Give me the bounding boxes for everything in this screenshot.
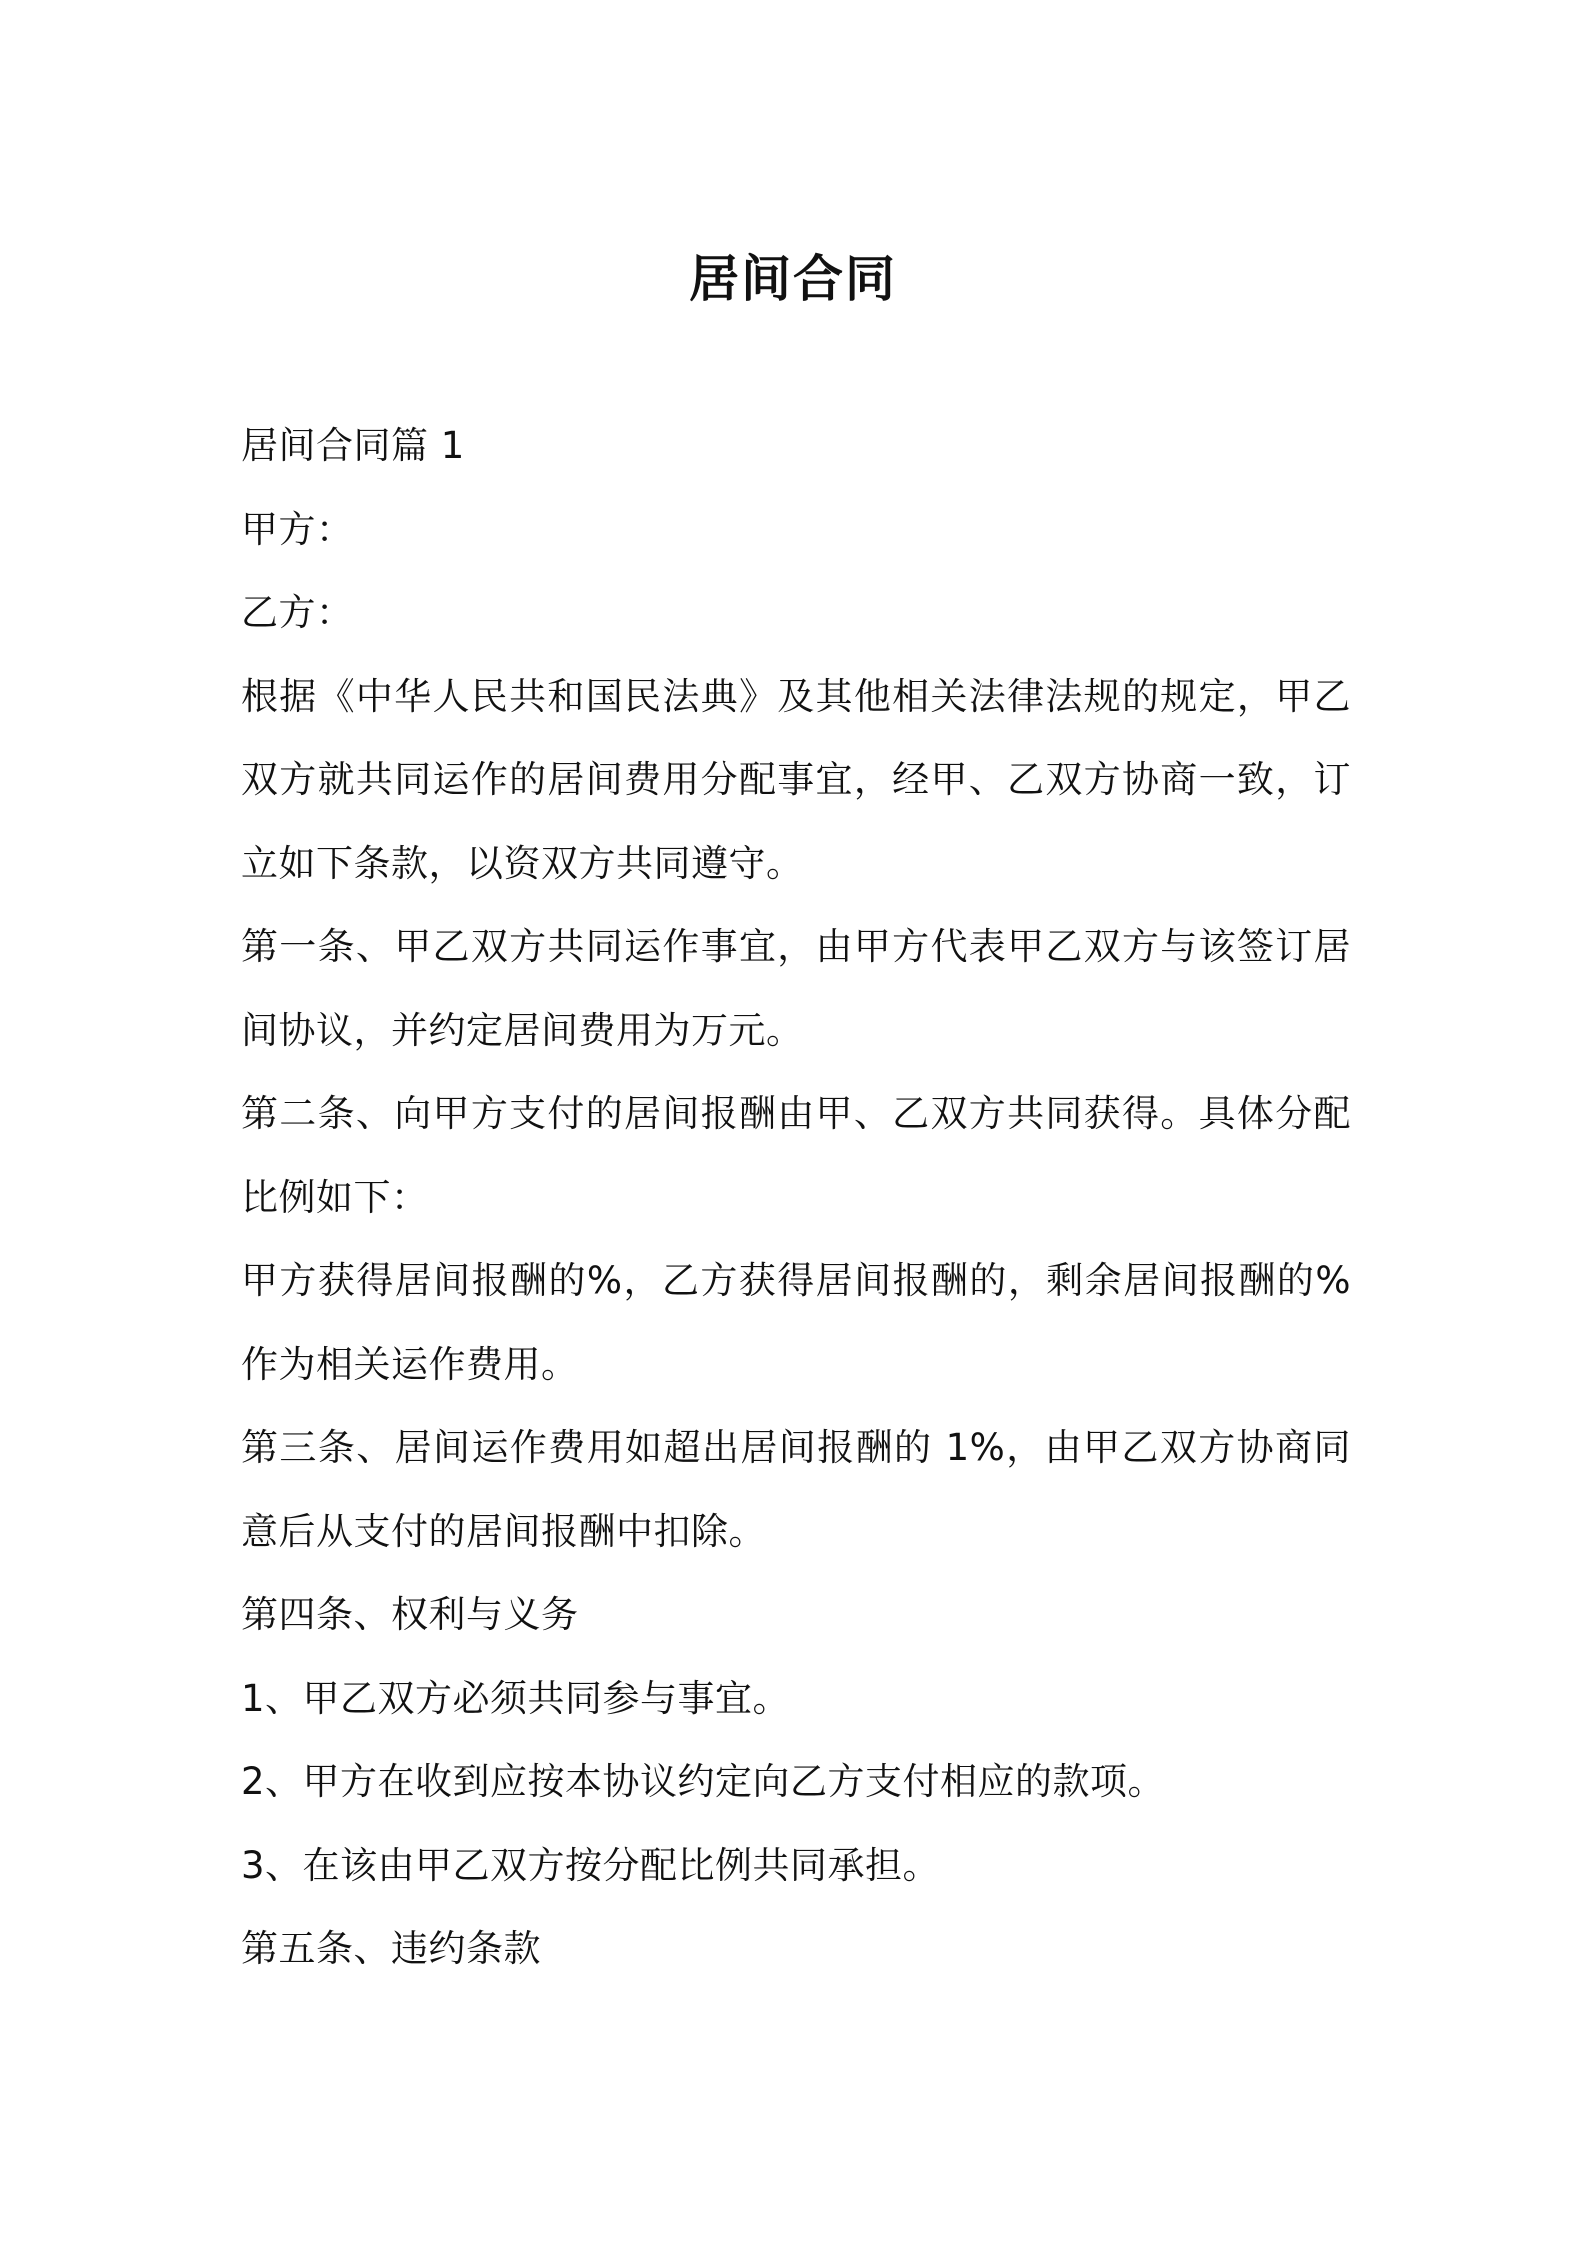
document-title: 居间合同: [689, 249, 897, 308]
preamble-paragraph: 根据《中华人民共和国民法典》及其他相关法律法规的规定，甲乙双方就共同运作的居间费用分配事宜，经甲、乙双方协商一致，订立如下条款，以资双方共同遵守。: [241, 674, 1351, 885]
party-a-line: 甲方：: [241, 507, 354, 551]
article-2: 第二条、向甲方支付的居间报酬由甲、乙双方共同获得。具体分配比例如下：: [241, 1092, 1351, 1219]
party-b-line: 乙方：: [241, 591, 354, 634]
article-3: 第三条、居间运作费用如超出居间报酬的 1%，由甲乙双方协商同意后从支付的居间报酬中扣除。: [241, 1426, 1351, 1553]
article-1: 第一条、甲乙双方共同运作事宜，由甲方代表甲乙双方与该签订居间协议，并约定居间费用为万元。: [241, 925, 1351, 1052]
article-5-heading: 第五条、违约条款: [241, 1927, 541, 1970]
distribution-ratio: 甲方获得居间报酬的%，乙方获得居间报酬的，剩余居间报酬的%作为相关运作费用。: [241, 1259, 1351, 1386]
article-4-item-3: 3、在该由甲乙双方按分配比例共同承担。: [241, 1843, 941, 1887]
article-4-item-2: 2、甲方在收到应按本协议约定向乙方支付相应的款项。: [241, 1760, 1166, 1803]
section-heading: 居间合同篇 1: [241, 424, 465, 467]
article-4-heading: 第四条、权利与义务: [241, 1593, 579, 1636]
article-4-item-1: 1、甲乙双方必须共同参与事宜。: [241, 1676, 791, 1720]
document-body: [241, 404, 1351, 1991]
